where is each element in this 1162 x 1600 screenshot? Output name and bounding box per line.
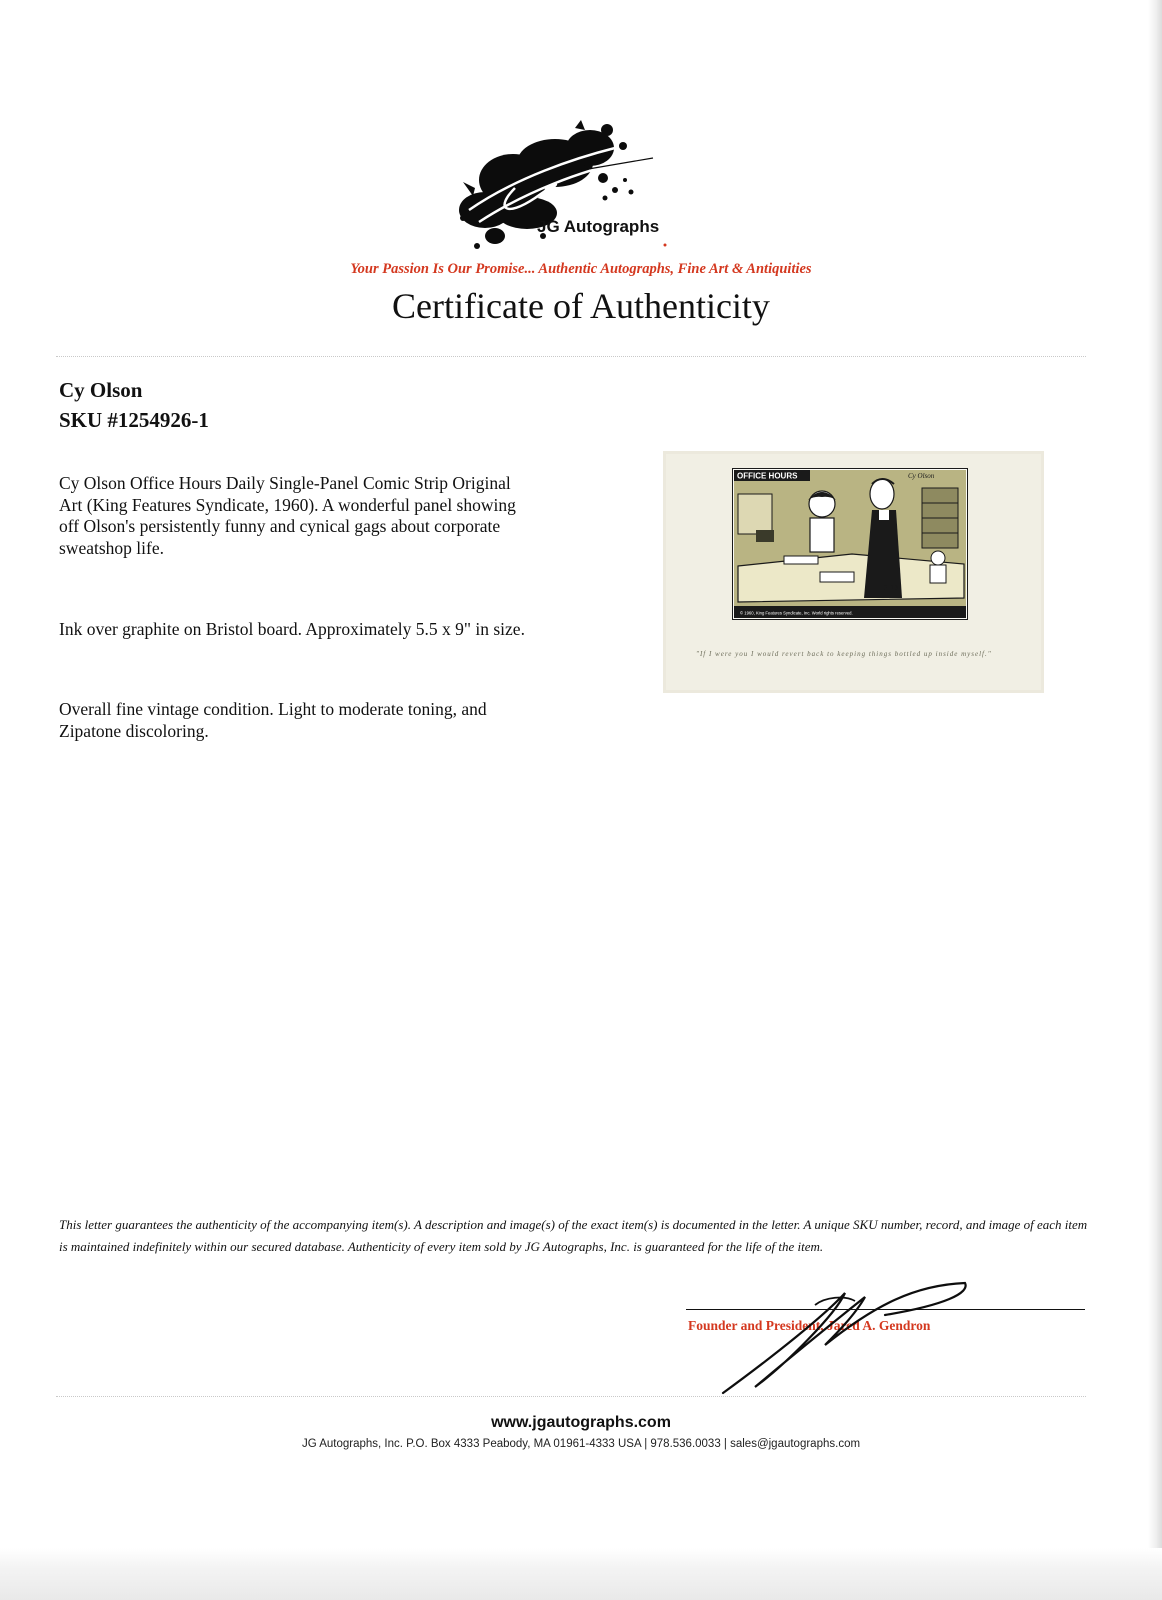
comic-caption: "If I were you I would revert back to keeping things bottled up inside myself." <box>696 650 992 658</box>
sku-number: SKU #1254926-1 <box>59 408 209 432</box>
comic-copyright: © 1960, King Features Syndicate, Inc. World rights reserved. <box>740 610 853 616</box>
handwritten-signature <box>715 1275 975 1400</box>
paper-bottom-shadow <box>0 1548 1162 1600</box>
brand-tagline: Your Passion Is Our Promise... Authentic Autographs, Fine Art & Antiquities <box>350 261 812 277</box>
page-title: Certificate of Authenticity <box>392 286 770 326</box>
comic-date-mark: 2-13 <box>884 585 899 592</box>
paper-edge-shadow <box>1148 0 1162 1600</box>
description-paragraph-2: Ink over graphite on Bristol board. Approximately 5.5 x 9" in size. <box>59 619 525 639</box>
artist-name: Cy Olson <box>59 378 143 402</box>
divider-bottom <box>56 1396 1086 1397</box>
item-photo <box>666 454 1041 690</box>
divider-top <box>56 356 1086 357</box>
comic-panel-illustration <box>732 468 968 620</box>
description-paragraph-3: Overall fine vintage condition. Light to moderate toning, and Zipatone discoloring. <box>59 699 487 741</box>
brand-name: JG Autographs <box>537 217 660 236</box>
comic-title: OFFICE HOURS <box>737 471 798 481</box>
comic-signature: Cy Olson <box>908 472 935 480</box>
description-paragraph-1: Cy Olson Office Hours Daily Single-Panel Comic Strip Original Art (King Features Syndicate, 1960). A wonderful panel showing off Olson's persistently funny and cynical gags about corporate sweatshop life. <box>59 473 516 558</box>
authenticity-disclaimer: This letter guarantees the authenticity of the accompanying item(s). A description and image(s) of the exact item(s) is documented in the letter. A unique SKU number, record, and image of each item is maintained indefinitely within our secured database. Authenticity of every item sold by JG Autographs, Inc. is guaranteed for the life of the item. <box>59 1217 1088 1254</box>
company-address: JG Autographs, Inc. P.O. Box 4333 Peabody, MA 01961-4333 USA | 978.536.0033 | sales@jgautographs.com <box>301 1438 861 1450</box>
company-website[interactable]: www.jgautographs.com <box>491 1414 671 1431</box>
signatory-title: Founder and President, Jared A. Gendron <box>688 1318 931 1333</box>
